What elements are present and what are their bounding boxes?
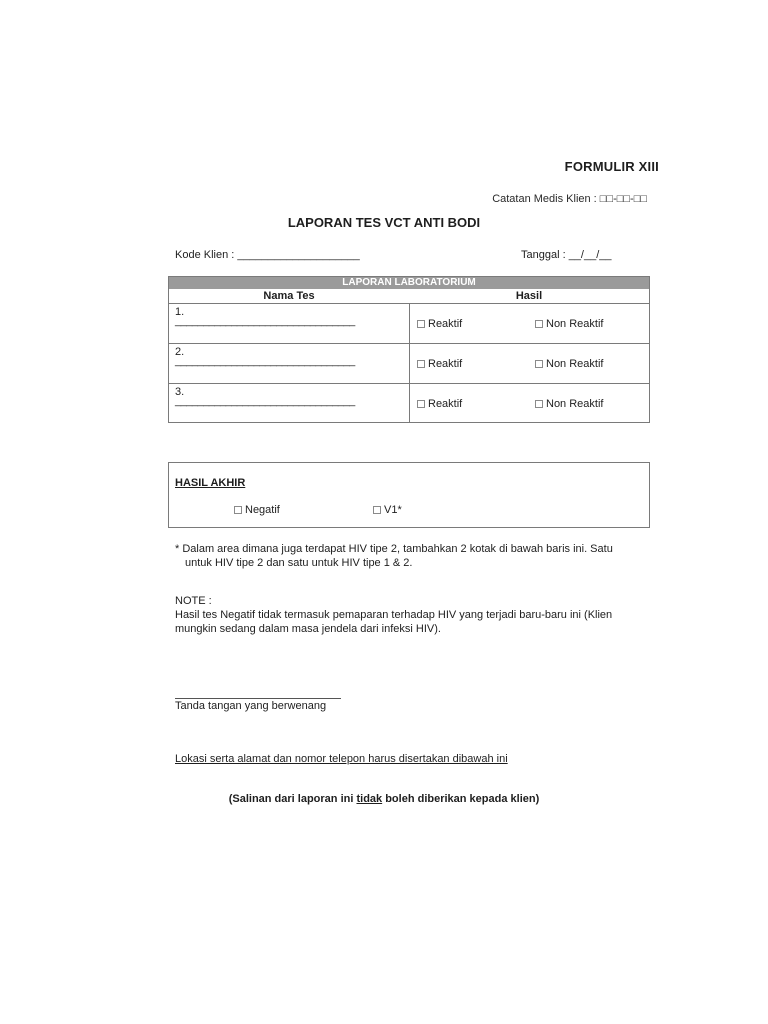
copy-notice-part-1: (Salinan dari laporan ini — [228, 793, 357, 805]
checkbox-icon — [535, 320, 543, 328]
checkbox-icon — [373, 506, 381, 514]
test-name-field[interactable]: ________________________________ — [175, 355, 355, 367]
non-reactive-option[interactable] — [535, 358, 603, 370]
checkbox-icon — [535, 360, 543, 368]
checkbox-icon — [417, 360, 425, 368]
test-name-field[interactable]: ________________________________ — [175, 315, 355, 327]
lab-report-header: LAPORAN LABORATORIUM — [169, 277, 649, 289]
signature-label: Tanda tangan yang berwenang — [175, 700, 327, 712]
note-label: NOTE : — [175, 595, 212, 607]
negative-option[interactable] — [234, 504, 280, 516]
document-title-text: LAPORAN TES VCT ANTI BODI — [287, 215, 481, 230]
client-code-field[interactable]: Kode Klien : ____________________ — [175, 249, 360, 261]
checkbox-icon — [535, 400, 543, 408]
form-number: FORMULIR XIII — [564, 159, 659, 174]
final-result-title: HASIL AKHIR — [175, 477, 246, 489]
copy-notice-part-2: boleh diberikan kepada klien) — [382, 793, 540, 805]
column-header-test-name: Nama Tes — [263, 290, 315, 302]
v1-label: V1* — [384, 504, 402, 516]
note-text: Hasil tes Negatif tidak termasuk pemaparan terhadap HIV yang terjadi baru-baru ini (Klien mungkin sedang dalam masa jendela dari infeksi HIV). — [175, 609, 613, 635]
medical-record-label: Catatan Medis Klien : □□-□□-□□ — [492, 193, 647, 205]
document-title — [0, 215, 768, 230]
non-reactive-label: Non Reaktif — [546, 398, 604, 410]
reactive-label: Reaktif — [428, 318, 463, 330]
signature-line[interactable] — [175, 698, 341, 699]
row-number: 3. — [175, 386, 185, 398]
v1-option[interactable] — [373, 504, 402, 516]
copy-notice — [0, 793, 768, 805]
footnote — [175, 542, 655, 570]
row-number: 2. — [175, 346, 185, 358]
footnote-line-1: * Dalam area dimana juga terdapat HIV tipe 2, tambahkan 2 kotak di bawah baris ini. Satu — [175, 543, 613, 555]
checkbox-icon — [234, 506, 242, 514]
non-reactive-label: Non Reaktif — [546, 318, 604, 330]
negative-label: Negatif — [245, 504, 280, 516]
reactive-option[interactable] — [417, 318, 462, 330]
checkbox-icon — [417, 400, 425, 408]
copy-notice-emphasis: tidak — [356, 793, 383, 805]
location-instruction: Lokasi serta alamat dan nomor telepon harus disertakan dibawah ini — [175, 753, 508, 765]
reactive-option[interactable] — [417, 398, 462, 410]
date-field[interactable]: Tanggal : __/__/__ — [521, 249, 612, 261]
footnote-line-2: untuk HIV tipe 2 dan satu untuk HIV tipe 1 & 2. — [185, 557, 413, 569]
non-reactive-label: Non Reaktif — [546, 358, 604, 370]
non-reactive-option[interactable] — [535, 318, 603, 330]
lab-report-table — [168, 276, 650, 423]
reactive-option[interactable] — [417, 358, 462, 370]
column-header-result: Hasil — [515, 290, 543, 302]
non-reactive-option[interactable] — [535, 398, 603, 410]
final-result-box — [168, 462, 650, 528]
row-number: 1. — [175, 306, 185, 318]
checkbox-icon — [417, 320, 425, 328]
reactive-label: Reaktif — [428, 358, 463, 370]
table-row — [169, 343, 649, 383]
test-name-field[interactable]: ________________________________ — [175, 395, 355, 407]
table-row — [169, 383, 649, 423]
table-row — [169, 303, 649, 343]
reactive-label: Reaktif — [428, 398, 463, 410]
